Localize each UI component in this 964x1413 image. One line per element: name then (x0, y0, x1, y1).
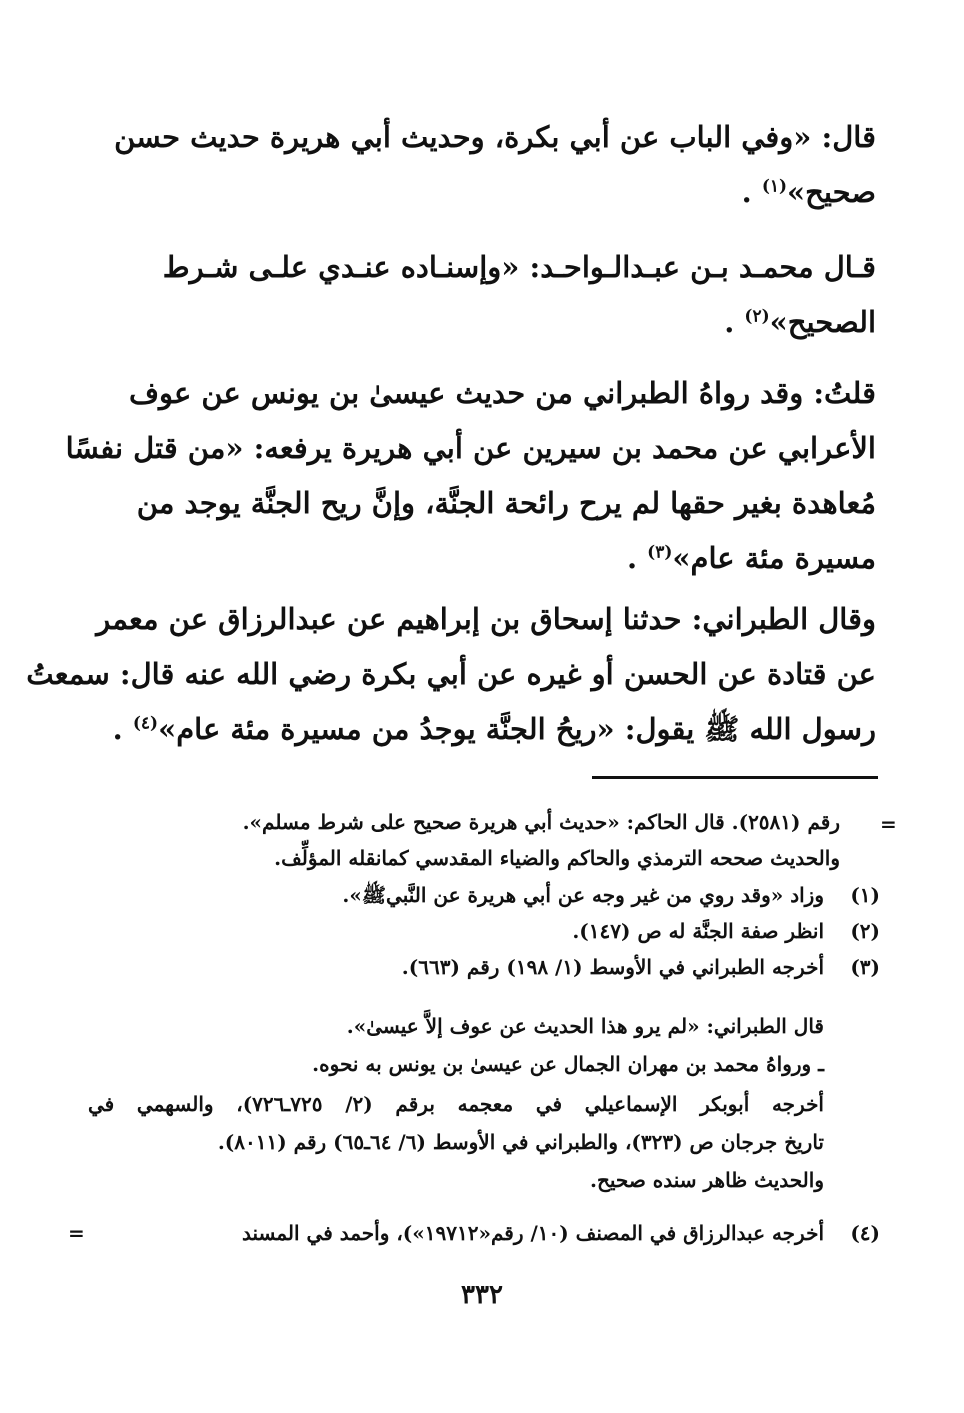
paragraph-line: عن قتادة عن الحسن أو غيره عن أبي بكرة رضي الله عنه قال: سمعتُ (26, 657, 876, 691)
footnote-4-text: أخرجه عبدالرزاق في المصنف (١٠/ رقم«١٩٧١٢»)، وأحمد في المسند (241, 1221, 824, 1245)
paragraph-line: مُعاهدة بغير حقها لم يرح رائحة الجنَّة، وإنَّ ريح الجنَّة يوجد من (136, 486, 876, 520)
footnote-3-line: أخرجه أبوبكر الإسماعيلي في معجمه برقم (٢/ ٧٢٥ـ٧٢٦)، والسهمي في (88, 1092, 824, 1116)
footnote-continued-line: رقم (٢٥٨١). قال الحاكم: «حديث أبي هريرة صحيح على شرط مسلم». (242, 810, 840, 834)
footnote-3-line: ـ ورواهُ محمد بن مهران الجمال عن عيسىٰ بن يونس به نحوه. (312, 1052, 824, 1076)
paragraph-line: قال: «وفي الباب عن أبي بكرة، وحديث أبي هريرة حديث حسن (114, 120, 876, 154)
footnote-3-line: أخرجه الطبراني في الأوسط (١/ ١٩٨) رقم (٦٦٣). (401, 955, 824, 979)
footnote-continued-line: والحديث صححه الترمذي والحاكم والضياء المقدسي كمانقله المؤلِّف. (274, 846, 840, 870)
footnote-ref: (٢) (744, 306, 770, 327)
main-paragraph-3 (65, 366, 876, 586)
main-paragraph-1 (86, 110, 876, 220)
footnote-3-line: والحديث ظاهر سنده صحيح. (590, 1168, 824, 1192)
paragraph-line: الصحيح»$^{(٢)}$ . (724, 305, 876, 339)
footnote-1-text: وزاد «وقد روي من غير وجه عن أبي هريرة عن النَّبيﷺ». (342, 883, 824, 907)
paragraph-line: مسيرة مئة عام»$^{(٣)}$ . (626, 541, 876, 575)
main-paragraph-4 (26, 592, 876, 757)
page-number: ٣٣٢ (461, 1280, 503, 1310)
footnote-2-text: انظر صفة الجنَّة له ص (١٤٧). (572, 919, 824, 943)
footnote-number-4: (٤) (850, 1221, 880, 1245)
footnote-ref: (٤) (132, 713, 159, 734)
continuation-mark-start: = (880, 812, 897, 836)
paragraph-line: صحيح»$^{(١)}$ . (741, 175, 876, 209)
paragraph-line: قلتُ: وقد رواهُ الطبراني من حديث عيسىٰ بن يونس عن عوف (128, 376, 876, 410)
footnote-number-3: (٣) (850, 955, 880, 979)
footnote-3-line: قال الطبراني: «لم يرو هذا الحديث عن عوف إلاَّ عيسىٰ». (346, 1014, 824, 1038)
paragraph-line: قـال محمـد بـن عبـدالـواحـد: «وإسنـاده عنـدي علـى شـرط (162, 250, 876, 284)
main-paragraph-2 (86, 240, 876, 350)
footnote-number-1: (١) (850, 883, 880, 907)
footnote-ref: (١) (761, 176, 788, 197)
paragraph-line: وقال الطبراني: حدثنا إسحاق بن إبراهيم عن عبدالرزاق عن معمر (96, 602, 876, 636)
paragraph-line: الأعرابي عن محمد بن سيرين عن أبي هريرة يرفعه: «من قتل نفسًا (65, 431, 876, 465)
footnote-separator (592, 776, 878, 779)
continuation-mark-end: = (68, 1221, 85, 1245)
paragraph-line: رسول الله ﷺ يقول: «ريحُ الجنَّة يوجدُ من مسيرة مئة عام»$^{(٤)}$ . (112, 712, 876, 746)
footnote-3-line: تاريخ جرجان ص (٣٢٣)، والطبراني في الأوسط (٦/ ٦٤ـ٦٥) رقم (٨٠١١). (217, 1130, 824, 1154)
footnote-number-2: (٢) (850, 919, 880, 943)
footnote-ref: (٣) (647, 542, 673, 563)
